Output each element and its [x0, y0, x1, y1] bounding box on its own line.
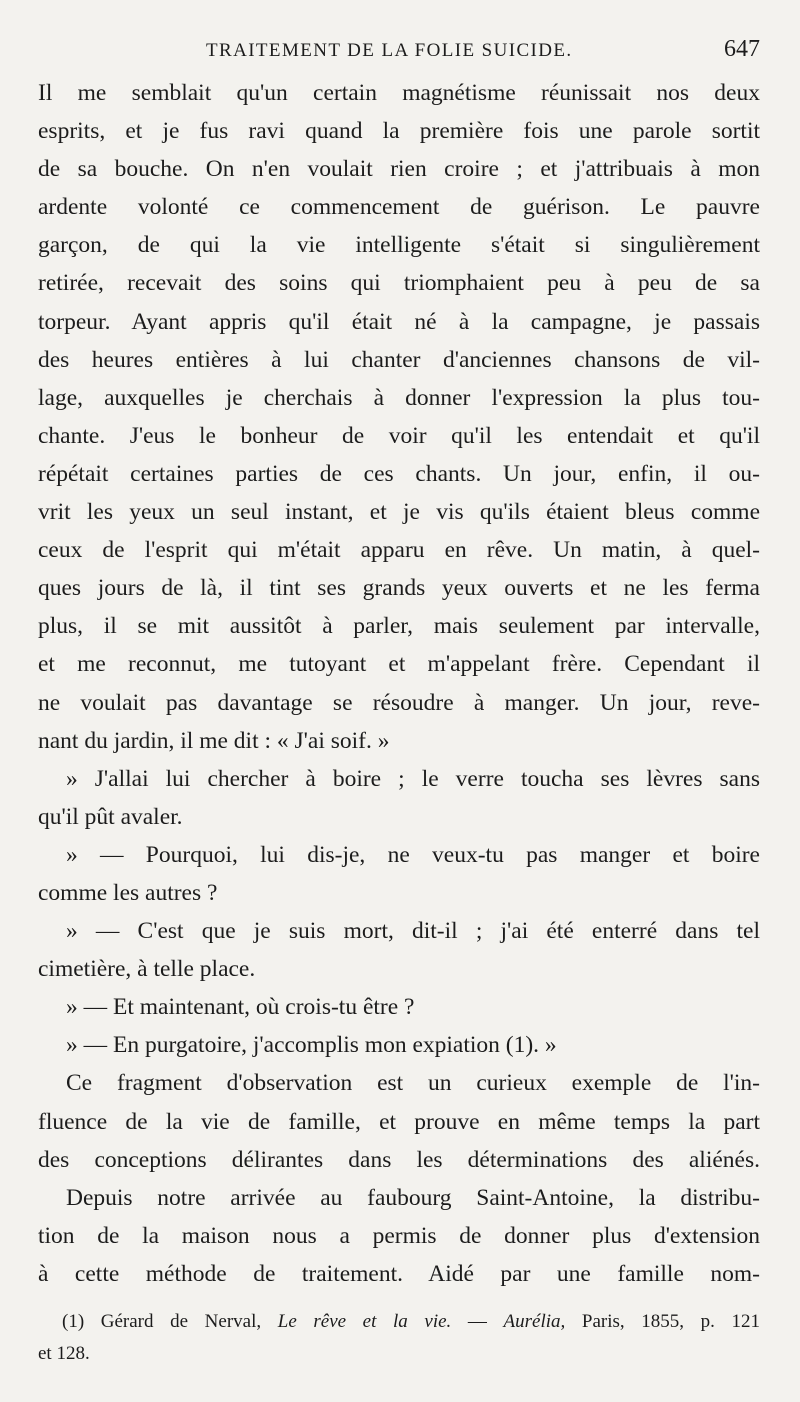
- text-line: » — C'est que je suis mort, dit-il ; j'ai été enterré dans tel: [66, 918, 760, 945]
- text-line: des conceptions délirantes dans les déterminations des aliénés.: [38, 1146, 760, 1173]
- footnote-line: et 128.: [38, 1343, 90, 1364]
- text-line: vrit les yeux un seul instant, et je vis qu'ils étaient bleus comme: [38, 499, 760, 526]
- text-line: de sa bouche. On n'en voulait rien croire ; et j'attribuais à mon: [38, 156, 760, 183]
- footnote-reference: Paris, 1855, p. 121: [581, 1311, 760, 1332]
- text-line: Ce fragment d'observation est un curieux exemple de l'in-: [66, 1070, 760, 1097]
- running-header: [38, 36, 760, 66]
- text-line: Depuis notre arrivée au faubourg Saint-Antoine, la distribu-: [66, 1184, 760, 1211]
- text-line: à cette méthode de traitement. Aidé par une famille nom-: [38, 1260, 760, 1287]
- text-line: ardente volonté ce commencement de guérison. Le pauvre: [38, 194, 760, 221]
- text-line: ceux de l'esprit qui m'était apparu en rêve. Un matin, à quel-: [38, 537, 760, 564]
- text-line: qu'il pût avaler.: [38, 803, 183, 830]
- text-line: » — Pourquoi, lui dis-je, ne veux-tu pas manger et boire: [66, 841, 760, 868]
- text-line: retirée, recevait des soins qui triomphaient peu à peu de sa: [38, 270, 760, 297]
- text-line: des heures entières à lui chanter d'anciennes chansons de vil-: [38, 346, 760, 373]
- text-line: ne voulait pas davantage se résoudre à manger. Un jour, reve-: [38, 689, 760, 716]
- text-line: » — En purgatoire, j'accomplis mon expiation (1). »: [66, 1032, 557, 1059]
- text-line: » J'allai lui chercher à boire ; le verre toucha ses lèvres sans: [66, 765, 760, 792]
- text-line: ques jours de là, il tint ses grands yeux ouverts et ne les ferma: [38, 575, 760, 602]
- text-line: et me reconnut, me tutoyant et m'appelant frère. Cependant il: [38, 651, 760, 678]
- text-line: Il me semblait qu'un certain magnétisme réunissait nos deux: [38, 80, 760, 106]
- footnote-title: Aurélia,: [503, 1311, 566, 1332]
- text-line: comme les autres ?: [38, 879, 218, 906]
- body-text: [38, 74, 760, 1293]
- text-line: chante. J'eus le bonheur de voir qu'il les entendait et qu'il: [38, 422, 760, 449]
- text-line: lage, auxquelles je cherchais à donner l'expression la plus tou-: [38, 384, 760, 411]
- text-line: répétait certaines parties de ces chants. Un jour, enfin, il ou-: [38, 460, 760, 487]
- footnote-dash: —: [467, 1311, 487, 1332]
- footnote-marker: (1) Gérard de Nerval,: [62, 1311, 262, 1332]
- text-line: garçon, de qui la vie intelligente s'était si singulièrement: [38, 232, 760, 259]
- text-line: tion de la maison nous a permis de donner plus d'extension: [38, 1222, 760, 1249]
- text-line: plus, il se mit aussitôt à parler, mais seulement par intervalle,: [38, 613, 760, 640]
- text-line: torpeur. Ayant appris qu'il était né à la campagne, je passais: [38, 308, 760, 335]
- running-title: TRAITEMENT DE LA FOLIE SUICIDE.: [206, 40, 573, 61]
- page-number: 647: [724, 36, 760, 62]
- text-line: esprits, et je fus ravi quand la première fois une parole sortit: [38, 118, 760, 145]
- text-line: cimetière, à telle place.: [38, 956, 256, 983]
- footnote-title: Le rêve et la vie.: [277, 1311, 452, 1332]
- text-line: » — Et maintenant, où crois-tu être ?: [66, 994, 415, 1021]
- text-line: nant du jardin, il me dit : « J'ai soif. »: [38, 727, 390, 754]
- text-line: fluence de la vie de famille, et prouve en même temps la part: [38, 1108, 760, 1135]
- footnote: [38, 1306, 760, 1370]
- footnote-line: [38, 1306, 760, 1338]
